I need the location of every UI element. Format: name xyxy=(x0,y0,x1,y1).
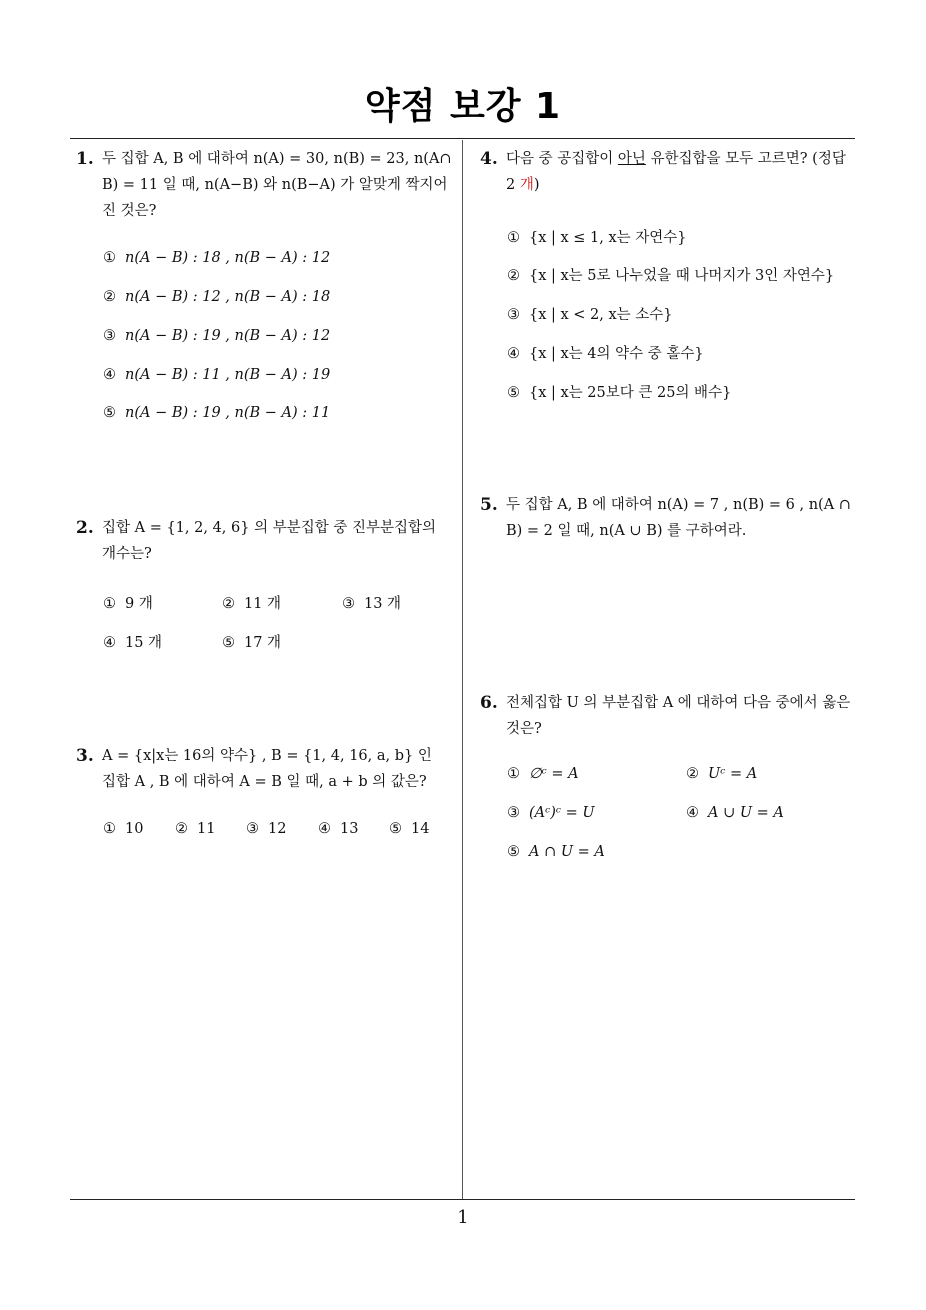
choice-mark: ④ xyxy=(103,367,116,383)
choice-text: 9 개 xyxy=(125,596,153,612)
choice-text: 10 xyxy=(125,821,144,837)
choice-text: 12 xyxy=(268,821,287,837)
page-title: 약점 보강 1 xyxy=(364,86,562,127)
choice-mark: ② xyxy=(222,596,235,612)
choice-1-5[interactable] xyxy=(103,405,330,421)
choice-text: n(A − B) : 11 , n(B − A) : 19 xyxy=(125,367,331,383)
choice-mark: ② xyxy=(175,821,188,837)
choice-mark: ④ xyxy=(507,346,520,362)
choice-text: 13 xyxy=(340,821,359,837)
choice-mark: ⑤ xyxy=(222,635,235,651)
underlined-keyword: 아닌 xyxy=(617,151,646,167)
question-stem-line: B) = 2 일 때, n(A ∪ B) 를 구하여라. xyxy=(506,523,747,539)
question-6 xyxy=(480,690,858,742)
choice-text: n(A − B) : 12 , n(B − A) : 18 xyxy=(125,289,331,305)
choice-mark: ③ xyxy=(103,328,116,344)
question-stem-text: ) xyxy=(533,177,540,193)
choice-4-1[interactable] xyxy=(507,226,687,247)
choice-text: Uᶜ = A xyxy=(708,766,758,782)
choice-text: n(A − B) : 18 , n(B − A) : 12 xyxy=(125,250,331,266)
choice-mark: ① xyxy=(507,230,520,246)
question-stem-line: 진 것은? xyxy=(102,203,157,219)
choice-1-1[interactable] xyxy=(103,250,330,266)
choice-6-4[interactable] xyxy=(686,805,784,821)
question-stem-line: 집합 A , B 에 대하여 A = B 일 때, a + b 의 값은? xyxy=(102,774,427,790)
choice-text: n(A − B) : 19 , n(B − A) : 11 xyxy=(125,405,331,421)
choice-mark: ② xyxy=(103,289,116,305)
question-number: 3. xyxy=(76,746,94,766)
footer-rule xyxy=(70,1199,855,1200)
choice-mark: ③ xyxy=(507,307,520,323)
choice-mark: ① xyxy=(103,821,116,837)
question-stem-text: 유한집합을 모두 고르면? (정답 xyxy=(645,151,846,167)
choice-text: {x | x ≤ 1, x는 자연수} xyxy=(529,230,687,246)
choice-mark: ⑤ xyxy=(507,844,520,860)
question-stem-line: B) = 11 일 때, n(A−B) 와 n(B−A) 가 알맞게 짝지어 xyxy=(102,177,448,193)
choice-mark: ① xyxy=(507,766,520,782)
choice-text: {x | x < 2, x는 소수} xyxy=(529,307,673,323)
choice-4-5[interactable] xyxy=(507,381,731,402)
question-stem-line: 것은? xyxy=(506,721,542,737)
question-2 xyxy=(76,515,458,567)
question-number: 6. xyxy=(480,693,498,713)
question-stem-line: 개수는? xyxy=(102,546,152,562)
question-number: 4. xyxy=(480,149,498,169)
page-number: 1 xyxy=(457,1207,469,1228)
choice-mark: ③ xyxy=(507,805,520,821)
choice-1-2[interactable] xyxy=(103,289,330,305)
choice-mark: ④ xyxy=(686,805,699,821)
choice-2-3[interactable] xyxy=(342,592,401,613)
question-number: 5. xyxy=(480,495,498,515)
choice-6-2[interactable] xyxy=(686,766,757,782)
choice-text: A ∩ U = A xyxy=(529,844,605,860)
choice-3-1[interactable] xyxy=(103,821,143,837)
question-stem-line: 두 집합 A, B 에 대하여 n(A) = 30, n(B) = 23, n(A∩ xyxy=(102,151,452,167)
choice-6-1[interactable] xyxy=(507,766,579,782)
question-5 xyxy=(480,492,858,544)
choice-text: n(A − B) : 19 , n(B − A) : 12 xyxy=(125,328,331,344)
question-stem-text: 다음 중 공집합이 xyxy=(506,151,618,167)
choice-3-3[interactable] xyxy=(246,821,286,837)
choice-text: ∅ᶜ = A xyxy=(529,766,579,782)
choice-3-5[interactable] xyxy=(389,821,429,837)
question-number: 1. xyxy=(76,149,94,169)
choice-mark: ③ xyxy=(342,596,355,612)
choice-2-2[interactable] xyxy=(222,592,281,613)
choice-text: 13 개 xyxy=(364,596,402,612)
choice-1-4[interactable] xyxy=(103,367,330,383)
choice-4-3[interactable] xyxy=(507,303,673,324)
choice-text: 17 개 xyxy=(244,635,282,651)
question-4 xyxy=(480,146,858,198)
choice-text: {x | x는 4의 약수 중 홀수} xyxy=(529,346,704,362)
highlighted-unit: 개 xyxy=(519,177,534,193)
choice-text: 11 개 xyxy=(244,596,282,612)
choice-text: 15 개 xyxy=(125,635,163,651)
choice-text: A ∪ U = A xyxy=(708,805,784,821)
choice-2-5[interactable] xyxy=(222,631,281,652)
choice-mark: ① xyxy=(103,250,116,266)
column-divider xyxy=(462,140,463,1200)
choice-mark: ② xyxy=(507,268,520,284)
choice-mark: ⑤ xyxy=(507,385,520,401)
choice-1-3[interactable] xyxy=(103,328,330,344)
choice-4-4[interactable] xyxy=(507,342,704,363)
choice-text: 14 xyxy=(411,821,430,837)
choice-2-4[interactable] xyxy=(103,631,162,652)
choice-2-1[interactable] xyxy=(103,592,153,613)
choice-mark: ③ xyxy=(246,821,259,837)
choice-4-2[interactable] xyxy=(507,264,834,285)
choice-mark: ② xyxy=(686,766,699,782)
question-stem-line: A = {x|x는 16의 약수} , B = {1, 4, 16, a, b} 인 xyxy=(102,748,432,764)
choice-mark: ④ xyxy=(318,821,331,837)
choice-text: (Aᶜ)ᶜ = U xyxy=(529,805,595,821)
choice-3-2[interactable] xyxy=(175,821,215,837)
choice-mark: ④ xyxy=(103,635,116,651)
choice-3-4[interactable] xyxy=(318,821,358,837)
question-stem-line: 집합 A = {1, 2, 4, 6} 의 부분집합 중 진부분집합의 xyxy=(102,520,436,536)
choice-text: 11 xyxy=(197,821,216,837)
question-stem-line: 두 집합 A, B 에 대하여 n(A) = 7 , n(B) = 6 , n(A ∩ xyxy=(506,497,851,513)
question-stem-line: 전체집합 U 의 부분집합 A 에 대하여 다음 중에서 옳은 xyxy=(506,695,851,711)
question-stem-text: 2 xyxy=(506,177,520,193)
choice-mark: ⑤ xyxy=(103,405,116,421)
choice-mark: ① xyxy=(103,596,116,612)
question-3 xyxy=(76,743,458,795)
choice-mark: ⑤ xyxy=(389,821,402,837)
choice-6-3[interactable] xyxy=(507,805,595,821)
question-number: 2. xyxy=(76,518,94,538)
choice-6-5[interactable] xyxy=(507,844,605,860)
choice-text: {x | x는 25보다 큰 25의 배수} xyxy=(529,385,732,401)
question-1 xyxy=(76,146,458,224)
choice-text: {x | x는 5로 나누었을 때 나머지가 3인 자연수} xyxy=(529,268,835,284)
